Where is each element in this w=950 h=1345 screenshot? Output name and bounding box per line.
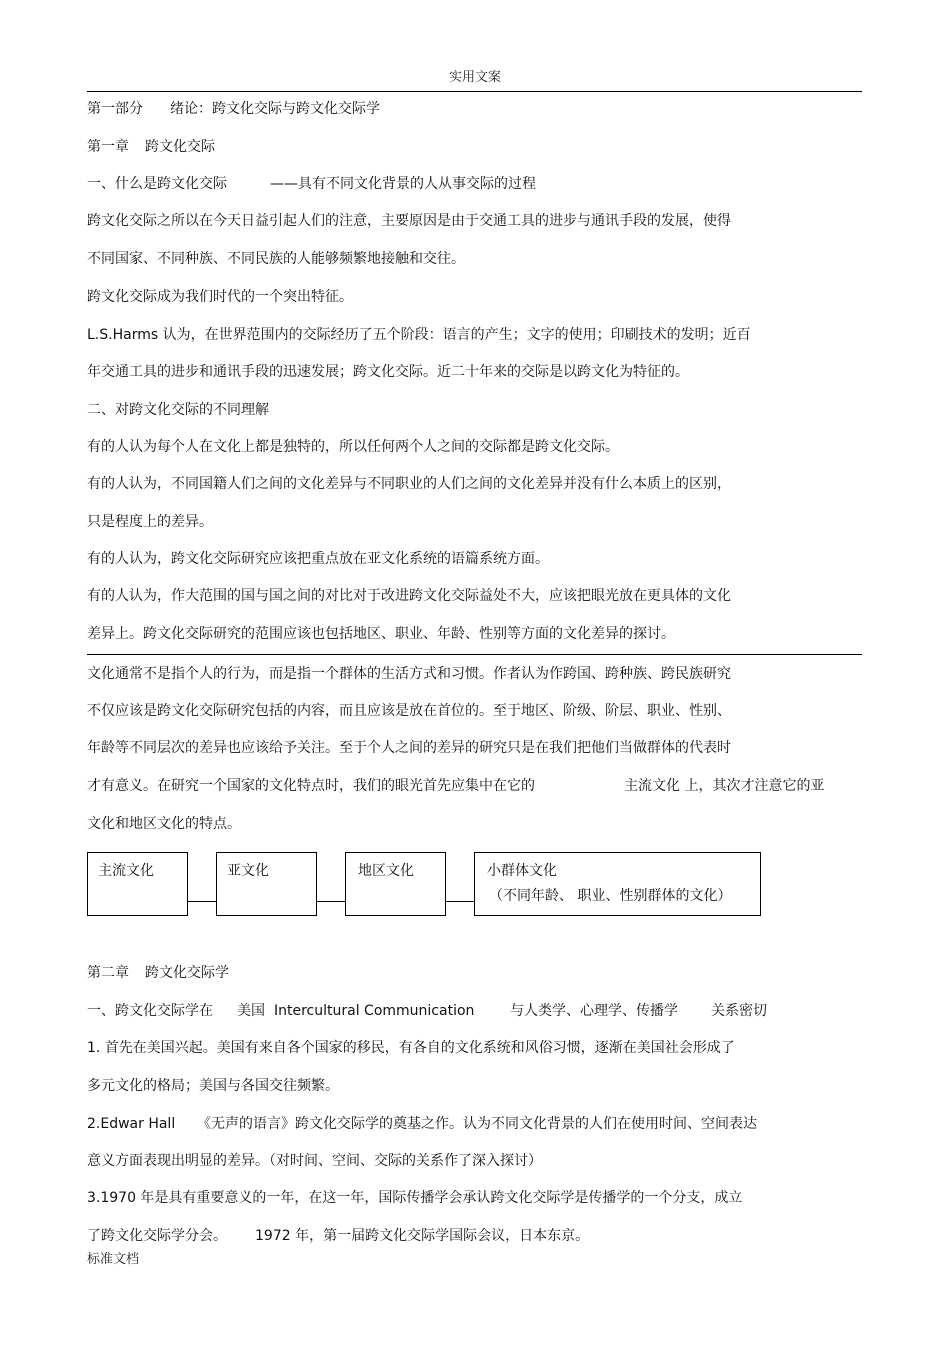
paragraph-line: 1. 首先在美国兴起。美国有来自各个国家的移民，有各自的文化系统和风俗习惯，逐渐在美国社会形成了 — [87, 1040, 735, 1056]
page-header: 实用文案 — [448, 70, 501, 85]
paragraph-line: 不仅应该是跨文化交际研究包括的内容，而且应该是放在首位的。至于地区、阶级、阶层、职业、性别、 — [87, 703, 731, 719]
section-heading: 关系密切 — [711, 1003, 767, 1019]
paragraph-line: 跨文化交际之所以在今天日益引起人们的注意，主要原因是由于交通工具的进步与通讯手段的发展，使得 — [87, 213, 731, 229]
paragraph-line: 多元文化的格局；美国与各国交往频繁。 — [87, 1078, 339, 1094]
paragraph-line: 有的人认为，作大范围的国与国之间的对比对于改进跨文化交际益处不大，应该把眼光放在更具体的文化 — [87, 588, 731, 604]
paragraph-line: 年交通工具的进步和通讯手段的迅速发展；跨文化交际。近二十年来的交际是以跨文化为特征的。 — [87, 364, 689, 380]
section-heading: 一、跨文化交际学在 — [87, 1003, 213, 1019]
diagram-box-small-group-culture — [474, 852, 761, 916]
paragraph-line: 年龄等不同层次的差异也应该给予关注。至于个人之间的差异的研究只是在我们把他们当做群体的代表时 — [87, 740, 731, 756]
page-footer: 标准文档 — [87, 1252, 140, 1267]
diagram-connector — [316, 901, 345, 902]
section-definition: ——具有不同文化背景的人从事交际的过程 — [270, 176, 536, 192]
paragraph-line: 不同国家、不同种族、不同民族的人能够频繁地接触和交往。 — [87, 251, 465, 267]
paragraph-line: 《无声的语言》跨文化交际学的奠基之作。认为不同文化背景的人们在使用时间、空间表达 — [197, 1116, 757, 1132]
chapter1-label: 第一章 — [87, 139, 129, 155]
section-heading: 美国 — [237, 1003, 265, 1019]
diagram-connector — [187, 901, 216, 902]
box-label: 小群体文化 — [487, 863, 557, 879]
paragraph-line: 意义方面表现出明显的差异。（对时间、空间、交际的关系作了深入探讨） — [87, 1153, 542, 1169]
paragraph-line: 有的人认为，不同国籍人们之间的文化差异与不同职业的人们之间的文化差异并没有什么本质上的区别， — [87, 476, 731, 492]
part-subtitle: 绪论：跨文化交际与跨文化交际学 — [170, 101, 380, 117]
header-rule — [87, 91, 862, 92]
paragraph-line: 差异上。跨文化交际研究的范围应该也包括地区、职业、年龄、性别等方面的文化差异的探讨。 — [87, 626, 675, 642]
paragraph-line: 文化通常不是指个人的行为，而是指一个群体的生活方式和习惯。作者认为作跨国、跨种族、跨民族研究 — [87, 666, 731, 682]
part-title: 第一部分 — [87, 101, 143, 117]
diagram-connector — [445, 901, 474, 902]
box-label: 地区文化 — [358, 863, 414, 879]
chapter2-title: 跨文化交际学 — [145, 965, 229, 981]
paragraph-line: L.S.Harms 认为，在世界范围内的交际经历了五个阶段：语言的产生；文字的使用；印刷技术的发明；近百 — [87, 327, 751, 343]
paragraph-line: 有的人认为，跨文化交际研究应该把重点放在亚文化系统的语篇系统方面。 — [87, 551, 549, 567]
paragraph-line: 3.1970 年是具有重要意义的一年，在这一年，国际传播学会承认跨文化交际学是传播学的一个分支，成立 — [87, 1190, 743, 1206]
section-heading: 与人类学、心理学、传播学 — [510, 1003, 678, 1019]
box-sublabel: （不同年龄、 职业、性别群体的文化） — [489, 888, 732, 904]
paragraph-line: 只是程度上的差异。 — [87, 514, 213, 530]
diagram-box-mainstream-culture — [87, 852, 188, 916]
paragraph-line: 主流文化 上，其次才注意它的亚 — [624, 778, 825, 794]
paragraph-line: 2.Edwar Hall — [87, 1116, 176, 1132]
chapter1-title: 跨文化交际 — [145, 139, 215, 155]
section-heading: 二、对跨文化交际的不同理解 — [87, 402, 269, 418]
paragraph-line: 有的人认为每个人在文化上都是独特的，所以任何两个人之间的交际都是跨文化交际。 — [87, 439, 619, 455]
chapter2-label: 第二章 — [87, 965, 129, 981]
diagram-box-subculture — [216, 852, 317, 916]
paragraph-line: 文化和地区文化的特点。 — [87, 816, 241, 832]
paragraph-line: 跨文化交际成为我们时代的一个突出特征。 — [87, 289, 353, 305]
paragraph-line: 1972 年，第一届跨文化交际学国际会议，日本东京。 — [255, 1228, 590, 1244]
box-label: 主流文化 — [98, 863, 154, 879]
section-rule — [87, 654, 862, 655]
paragraph-line: 才有意义。在研究一个国家的文化特点时，我们的眼光首先应集中在它的 — [87, 778, 535, 794]
section-heading: Intercultural Communication — [274, 1003, 475, 1019]
section-heading: 一、什么是跨文化交际 — [87, 176, 227, 192]
diagram-box-regional-culture — [345, 852, 446, 916]
box-label: 亚文化 — [227, 863, 269, 879]
paragraph-line: 了跨文化交际学分会。 — [87, 1228, 227, 1244]
